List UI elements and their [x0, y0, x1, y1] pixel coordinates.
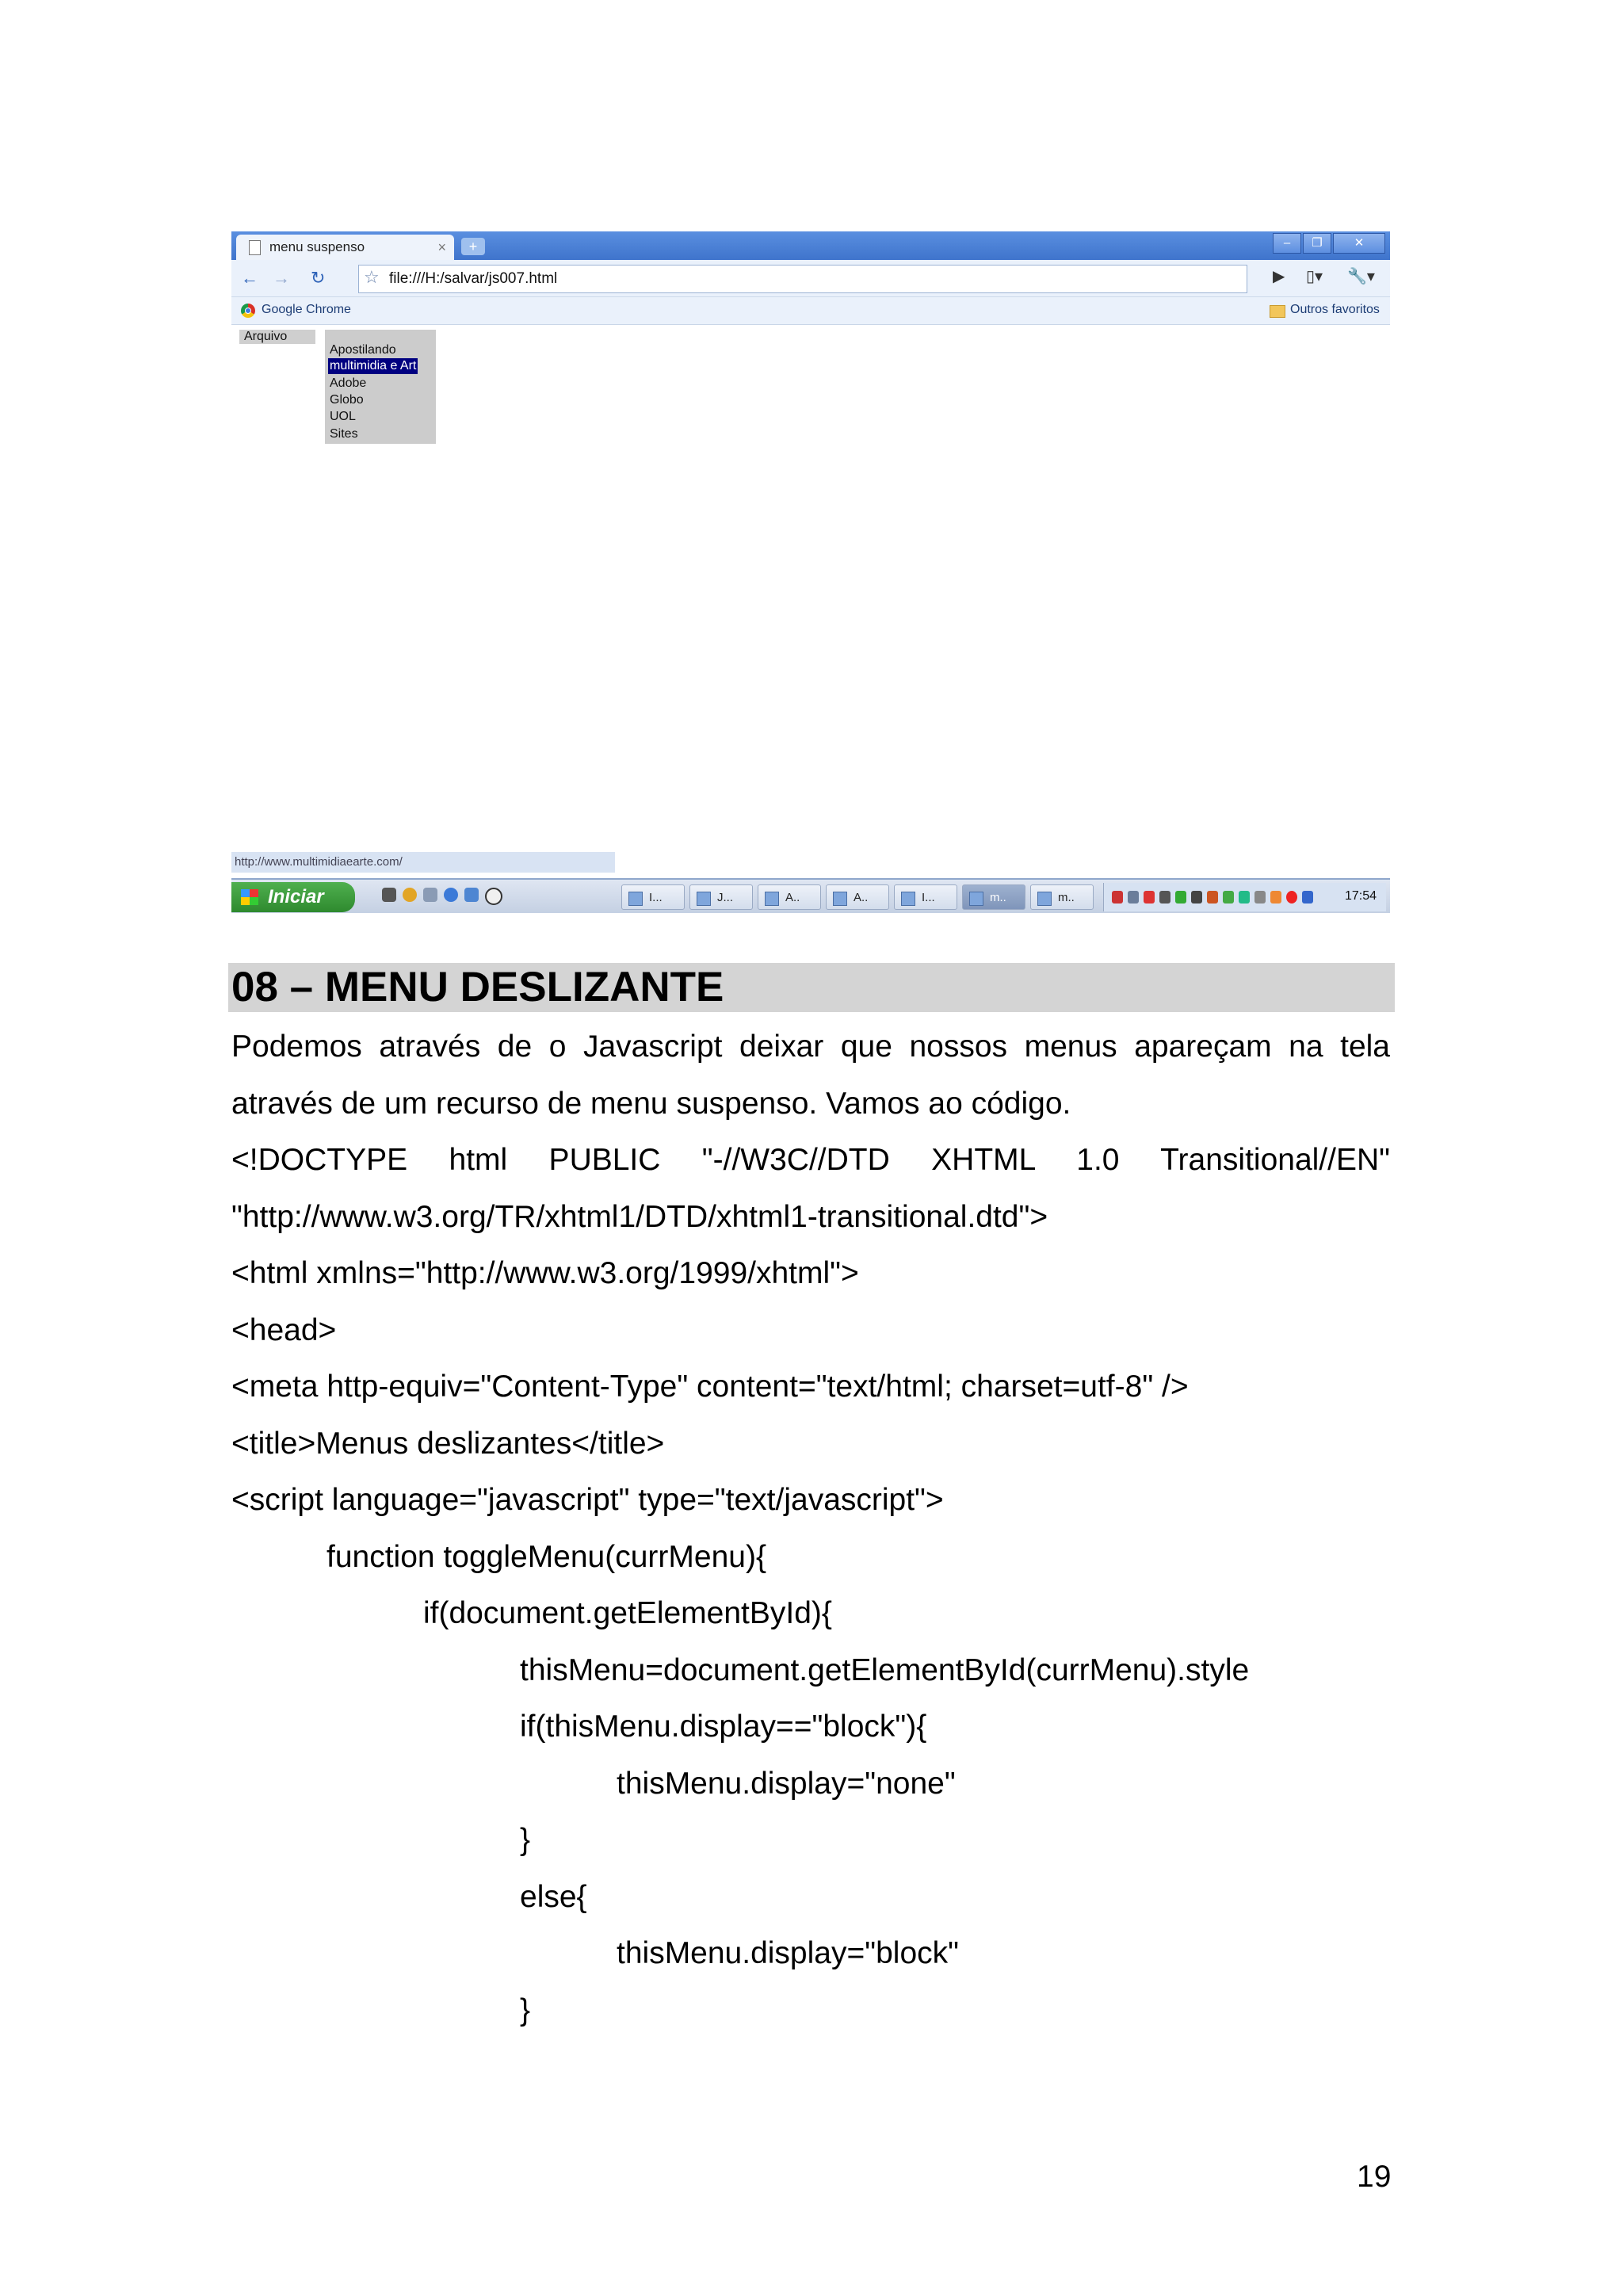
folder-icon — [1270, 305, 1285, 318]
new-tab-button[interactable]: + — [461, 238, 485, 255]
code-listing — [231, 1132, 1390, 2038]
wrench-icon[interactable]: 🔧▾ — [1347, 268, 1375, 285]
bookmark-google-chrome[interactable]: Google Chrome — [262, 303, 351, 316]
submenu-item-selected[interactable]: multimidia e Art — [330, 359, 417, 372]
code-line: <html xmlns="http://www.w3.org/1999/xhtml"> — [231, 1256, 859, 1290]
code-line: "http://www.w3.org/TR/xhtml1/DTD/xhtml1-transitional.dtd"> — [231, 1199, 1048, 1234]
ie-quick-icon[interactable] — [444, 888, 458, 902]
clock: 17:54 — [1344, 889, 1377, 903]
system-tray — [1103, 883, 1386, 911]
page-menu-icon[interactable]: ▯▾ — [1306, 268, 1323, 285]
tray-icon[interactable] — [1302, 891, 1313, 904]
window-controls — [1273, 233, 1385, 254]
code-line: else{ — [520, 1879, 587, 1914]
code-line: <meta http-equiv="Content-Type" content="text/html; charset=utf-8" /> — [231, 1370, 1189, 1404]
submenu-item[interactable]: Apostilando — [330, 343, 396, 357]
taskbar-item[interactable]: I... — [894, 884, 957, 910]
chrome-logo-icon — [241, 304, 255, 318]
media-quick-icon[interactable] — [485, 888, 502, 905]
windows-taskbar — [231, 878, 1390, 913]
menu-arquivo[interactable]: Arquivo — [239, 330, 315, 344]
code-line: } — [520, 1992, 531, 2027]
volume-icon[interactable] — [1191, 891, 1202, 904]
tab-strip — [231, 231, 1390, 260]
dropdown-submenu — [325, 330, 436, 444]
submenu-item[interactable]: Adobe — [330, 376, 367, 390]
taskbar-item[interactable]: m.. — [1030, 884, 1094, 910]
close-window-icon[interactable]: ✕ — [1333, 233, 1385, 254]
code-line: if(thisMenu.display=="block"){ — [520, 1710, 927, 1744]
paragraph-line: Podemos através de o Javascript deixar que nossos menus apareçam na tela — [231, 1030, 1390, 1064]
tray-icon[interactable] — [1223, 891, 1234, 904]
taskbar-item[interactable]: I... — [621, 884, 685, 910]
address-bar[interactable] — [358, 265, 1247, 293]
tray-icon[interactable] — [1286, 891, 1297, 904]
intro-paragraph — [231, 1018, 1390, 1132]
code-line: if(document.getElementById){ — [423, 1596, 832, 1630]
submenu-item[interactable]: UOL — [330, 410, 356, 423]
tray-icon[interactable] — [1239, 891, 1250, 904]
tray-icon[interactable] — [1207, 891, 1218, 904]
back-icon[interactable]: ← — [241, 268, 258, 288]
address-text: file:///H:/salvar/js007.html — [389, 270, 558, 287]
submenu-item[interactable]: Sites — [330, 427, 358, 441]
tray-icon[interactable] — [1112, 891, 1123, 904]
tray-icon[interactable] — [1128, 891, 1139, 904]
taskbar-item-active[interactable]: m.. — [962, 884, 1025, 910]
code-line: thisMenu.display="none" — [617, 1766, 956, 1801]
taskbar-item[interactable]: J... — [689, 884, 753, 910]
page-icon — [249, 240, 261, 255]
tab-title: menu suspenso — [269, 239, 365, 254]
maximize-icon[interactable]: ❐ — [1303, 233, 1331, 254]
tray-icon[interactable] — [1254, 891, 1266, 904]
start-button[interactable]: Iniciar — [231, 882, 355, 912]
taskbar-item[interactable]: A.. — [826, 884, 889, 910]
bookmarks-bar — [231, 297, 1390, 325]
browser-tab[interactable] — [236, 235, 454, 260]
quicklaunch-icon[interactable] — [423, 888, 437, 902]
minimize-icon[interactable]: – — [1273, 233, 1301, 254]
star-icon[interactable]: ☆ — [364, 267, 380, 287]
quicklaunch-icon[interactable] — [382, 888, 396, 902]
go-icon[interactable]: ▶ — [1273, 268, 1285, 285]
code-line: function toggleMenu(currMenu){ — [327, 1539, 766, 1574]
signal-icon[interactable] — [1175, 891, 1186, 904]
code-line: <script language="javascript" type="text/javascript"> — [231, 1483, 944, 1517]
submenu-item[interactable]: Globo — [330, 393, 364, 407]
reload-icon[interactable]: ↻ — [311, 268, 326, 288]
paragraph-line: através de um recurso de menu suspenso. Vamos ao código. — [231, 1086, 1071, 1121]
page-number: 19 — [1357, 2160, 1392, 2194]
browser-screenshot — [231, 231, 1390, 913]
taskbar-item[interactable]: A.. — [758, 884, 821, 910]
section-heading: 08 – MENU DESLIZANTE — [231, 964, 724, 1010]
close-tab-icon[interactable]: × — [437, 239, 446, 255]
tray-icon[interactable] — [1144, 891, 1155, 904]
navigation-bar — [231, 260, 1390, 297]
other-bookmarks[interactable]: Outros favoritos — [1290, 303, 1380, 316]
tray-icon[interactable] — [1270, 891, 1281, 904]
code-line: thisMenu=document.getElementById(currMenu).style — [520, 1652, 1250, 1687]
code-line: <head> — [231, 1312, 337, 1347]
quicklaunch-icon[interactable] — [464, 888, 479, 902]
code-line: <title>Menus deslizantes</title> — [231, 1426, 665, 1461]
forward-icon[interactable]: → — [273, 268, 290, 288]
code-line: } — [520, 1823, 531, 1857]
code-line: <!DOCTYPE html PUBLIC "-//W3C//DTD XHTML 1.0 Transitional//EN" — [231, 1143, 1390, 1177]
status-bar: http://www.multimidiaearte.com/ — [231, 852, 615, 873]
tray-icon[interactable] — [1159, 891, 1170, 904]
chrome-quick-icon[interactable] — [403, 888, 417, 902]
code-line: thisMenu.display="block" — [617, 1936, 959, 1970]
